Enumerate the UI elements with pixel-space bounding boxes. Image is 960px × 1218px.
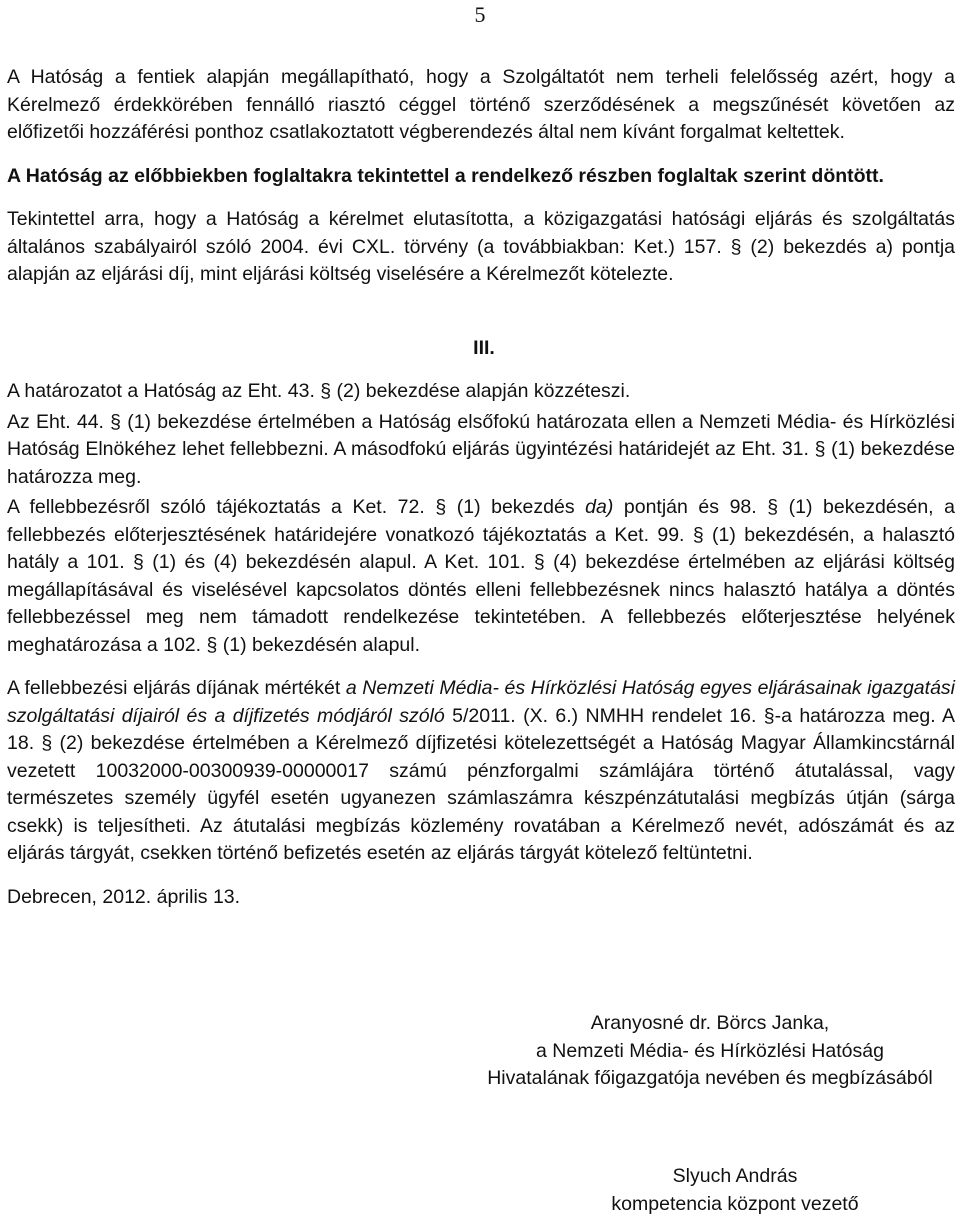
- paragraph-appeal-info: [7, 494, 955, 659]
- section-number: III.: [473, 336, 495, 359]
- appeal-info-italic: da): [585, 496, 614, 518]
- paragraph-appeal: Az Eht. 44. § (1) bekezdése értelmében a Hatóság elsőfokú határozata ellen a Nemzeti Média- és Hírközlési Hatóság Elnökéhez lehet fellebbezni. A másodfokú eljárás ügyintézési határidejét az Eht. 31. § (1) bekezdése határozza meg.: [7, 410, 955, 488]
- signature-authority: a Nemzeti Média- és Hírközlési Hatóság: [536, 1039, 884, 1062]
- appeal-fee-text-2: 5/2011. (X. 6.) NMHH rendelet 16. §-a határozza meg. A 18. § (2) bekezdése értelmében a Kérelmező díjfizetési kötelezettségét a Hatóság Magyar Államkincstárnál vezetett 10032000-00300939-00000017 számú pénzforgalmi számlájára történő átutalással, vagy természetes személy ügyfél esetén ugyanezen számlaszámra készpénzátutalási megbízás útján (sárga csekk) is teljesítheti. Az átutalási megbízás közlemény rovatában a Kérelmező nevét, adószámát és az eljárás tárgyát, csekken történő befizetés esetén az eljárás tárgyát kötelező feltüntetni.: [7, 704, 955, 864]
- signature-block-director: [420, 1010, 960, 1093]
- signature-head-name: Slyuch András: [672, 1165, 798, 1187]
- document-body: [7, 64, 955, 927]
- signature-head-role: kompetencia központ vezető: [611, 1192, 859, 1215]
- appeal-info-text-1: A fellebbezésről szóló tájékoztatás a Ket. 72. § (1) bekezdés: [7, 496, 586, 518]
- signature-director-name: Aranyosné dr. Börcs Janka,: [590, 1012, 830, 1034]
- date-line: Debrecen, 2012. április 13.: [7, 885, 241, 908]
- paragraph-appeal-fee: [7, 675, 955, 868]
- paragraph-liability: A Hatóság a fentiek alapján megállapítható, hogy a Szolgáltatót nem terheli felelősség azért, hogy a Kérelmező érdekkörében fennálló riasztó céggel történő szerződésének a megszűnését követően az előfizetői hozzáférési ponthoz csatlakoztatott végberendezés által nem kívánt forgalmat keltettek.: [7, 66, 955, 143]
- appeal-fee-text-1: A fellebbezési eljárás díjának mértékét: [7, 677, 346, 699]
- signature-role: Hivatalának főigazgatója nevében és megbízásából: [487, 1067, 933, 1089]
- paragraph-procedural-fee: Tekintettel arra, hogy a Hatóság a kérelmet elutasította, a közigazgatási hatósági eljárás és szolgáltatás általános szabályairól szóló 2004. évi CXL. törvény (a továbbiakban: Ket.) 157. § (2) bekezdés a) pontja alapján az eljárási díj, mint eljárási költség viselésére a Kérelmezőt kötelezte.: [7, 208, 955, 285]
- paragraph-decision: A Hatóság az előbbiekben foglaltakra tekintettel a rendelkező részben foglaltak szerint döntött.: [7, 164, 884, 187]
- paragraph-publication: A határozatot a Hatóság az Eht. 43. § (2) bekezdése alapján közzéteszi.: [7, 380, 631, 402]
- signature-block-head: [520, 1163, 950, 1218]
- page-number: 5: [474, 2, 486, 27]
- appeal-info-text-2: pontján és 98. § (1) bekezdésén, a fellebbezés előterjesztésének határidejére vonatkozó tájékoztatás a Ket. 99. § (1) bekezdésén, a halasztó hatály a 101. § (1) és (4) bekezdésén alapul. A Ket. 101. § (4) bekezdése értelmében az eljárási költség megállapításával és viselésével kapcsolatos döntés elleni fellebbezésnek nincs halasztó hatálya a döntés fellebbezéssel meg nem támadott rendelkezése tekintetében. A fellebbezés előterjesztése helyének meghatározása a 102. § (1) bekezdésén alapul.: [7, 496, 955, 656]
- appeal-fee-regulation-title: a Nemzeti Média- és Hírközlési Hatóság egyes eljárásainak igazgatási szolgáltatási díjairól és a díjfizetés módjáról szóló: [7, 677, 955, 727]
